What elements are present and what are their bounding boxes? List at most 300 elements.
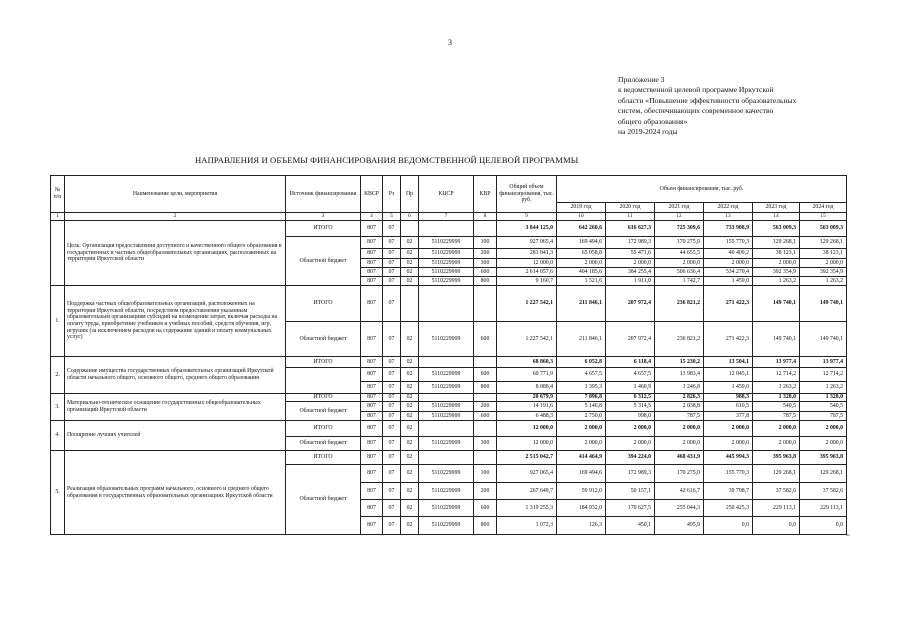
- year-amount-cell: 1 328,0: [753, 394, 800, 402]
- rz-cell: 07: [383, 368, 401, 382]
- pr-cell: 02: [401, 412, 419, 421]
- appendix-line: общего образования»: [618, 116, 688, 126]
- year-amount-cell: 65 058,8: [557, 249, 606, 259]
- total-amount-cell: 927 065,4: [497, 465, 557, 483]
- kvsr-cell: 807: [361, 483, 383, 500]
- kcsr-cell: [419, 357, 474, 368]
- year-amount-cell: 211 846,1: [557, 322, 606, 357]
- year-amount-cell: 395 963,8: [753, 451, 800, 465]
- year-amount-cell: 1 328,0: [800, 394, 847, 402]
- header-by-year: Объем финансирования, тыс. руб.: [557, 176, 847, 203]
- year-amount-cell: 169 494,6: [557, 465, 606, 483]
- total-amount-cell: 281 841,3: [497, 249, 557, 259]
- year-amount-cell: 787,5: [655, 412, 704, 421]
- year-amount-cell: 155 770,3: [704, 237, 753, 249]
- source-cell: Областной бюджет: [286, 465, 361, 535]
- column-number: 3: [286, 213, 361, 221]
- kvsr-cell: 807: [361, 237, 383, 249]
- header-name: Наименование цели, мероприятия: [65, 176, 286, 213]
- kcsr-cell: [419, 421, 474, 437]
- rz-cell: 07: [383, 322, 401, 357]
- year-amount-cell: 4 657,5: [606, 368, 655, 382]
- kvr-cell: 800: [474, 382, 497, 394]
- year-amount-cell: 155 770,3: [704, 465, 753, 483]
- year-amount-cell: 988,3: [704, 394, 753, 402]
- year-amount-cell: 787,5: [753, 412, 800, 421]
- pr-cell: 02: [401, 249, 419, 259]
- measure-name-cell: Содержание имущества государственных образовательных организаций Иркутской области начального общего, основного общего, среднего общего образования: [65, 357, 286, 394]
- kvr-cell: [474, 394, 497, 402]
- year-amount-cell: 1 460,9: [606, 382, 655, 394]
- kvr-cell: [474, 286, 497, 322]
- source-cell: Областной бюджет: [286, 437, 361, 451]
- year-amount-cell: 2 750,0: [557, 412, 606, 421]
- header-num: № п/п: [51, 176, 65, 213]
- year-amount-cell: 392 354,9: [800, 268, 847, 277]
- rz-cell: 07: [383, 421, 401, 437]
- year-amount-cell: 170 275,0: [655, 465, 704, 483]
- rz-cell: 07: [383, 382, 401, 394]
- rz-cell: 07: [383, 394, 401, 402]
- header-year: 2023 год: [753, 203, 800, 213]
- kcsr-cell: 5110229999: [419, 483, 474, 500]
- year-amount-cell: 404 185,6: [557, 268, 606, 277]
- year-amount-cell: 2 000,0: [606, 421, 655, 437]
- kcsr-cell: 5110229999: [419, 249, 474, 259]
- year-amount-cell: 1 246,8: [655, 382, 704, 394]
- kcsr-cell: 5110229999: [419, 382, 474, 394]
- rz-cell: 07: [383, 237, 401, 249]
- column-number: 7: [419, 213, 474, 221]
- header-rz: Рз: [383, 176, 401, 213]
- measure-name-cell: Материально-техническое оснащение государственных общеобразовательных организаций Иркутской области: [65, 394, 286, 421]
- header-source: Источник финансирования: [286, 176, 361, 213]
- year-amount-cell: 540,5: [753, 402, 800, 412]
- kvr-cell: 300: [474, 259, 497, 268]
- measure-total-row: [51, 357, 847, 368]
- year-amount-cell: 211 846,1: [557, 286, 606, 322]
- kcsr-cell: [419, 451, 474, 465]
- kvsr-cell: 807: [361, 437, 383, 451]
- total-amount-cell: 20 679,9: [497, 394, 557, 402]
- year-amount-cell: 563 009,3: [800, 221, 847, 237]
- column-number: 4: [361, 213, 383, 221]
- year-amount-cell: 414 464,9: [557, 451, 606, 465]
- year-amount-cell: 563 009,3: [753, 221, 800, 237]
- kcsr-cell: 5110229999: [419, 517, 474, 535]
- header-kvr: КВР: [474, 176, 497, 213]
- kcsr-cell: 5110229999: [419, 277, 474, 286]
- year-amount-cell: 6 118,4: [606, 357, 655, 368]
- appendix-line: систем, обеспечивающих современное качество: [618, 106, 774, 116]
- column-number-row: [51, 213, 847, 221]
- rz-cell: 07: [383, 286, 401, 322]
- total-amount-cell: 12 000,0: [497, 437, 557, 451]
- year-amount-cell: 12 714,2: [753, 368, 800, 382]
- kcsr-cell: 5110229999: [419, 259, 474, 268]
- pr-cell: 02: [401, 451, 419, 465]
- kvr-cell: 600: [474, 500, 497, 517]
- pr-cell: 02: [401, 421, 419, 437]
- header-year: 2021 год: [655, 203, 704, 213]
- measure-total-row: [51, 421, 847, 437]
- column-number: 13: [704, 213, 753, 221]
- year-amount-cell: 271 422,3: [704, 322, 753, 357]
- measure-total-row: [51, 394, 847, 402]
- pr-cell: 02: [401, 268, 419, 277]
- year-amount-cell: 1 263,2: [753, 382, 800, 394]
- pr-cell: 02: [401, 259, 419, 268]
- year-amount-cell: 149 740,1: [753, 322, 800, 357]
- year-amount-cell: 12 045,1: [704, 368, 753, 382]
- header-kvsr: КВСР: [361, 176, 383, 213]
- column-number: 5: [383, 213, 401, 221]
- total-amount-cell: 68 860,3: [497, 357, 557, 368]
- year-amount-cell: 6 052,8: [557, 357, 606, 368]
- measure-total-row: [51, 451, 847, 465]
- appendix-line: к ведомственной целевой программе Иркутской: [618, 85, 774, 95]
- kvr-cell: 200: [474, 249, 497, 259]
- kvr-cell: 600: [474, 268, 497, 277]
- kcsr-cell: 5110229999: [419, 237, 474, 249]
- appendix-note: [618, 75, 858, 137]
- column-number: 9: [497, 213, 557, 221]
- column-number: 1: [51, 213, 65, 221]
- kvr-cell: [474, 421, 497, 437]
- pr-cell: 02: [401, 277, 419, 286]
- itogo-label: ИТОГО: [286, 421, 361, 437]
- year-amount-cell: 2 000,0: [606, 259, 655, 268]
- pr-cell: 02: [401, 483, 419, 500]
- kcsr-cell: [419, 286, 474, 322]
- year-amount-cell: 255 044,3: [655, 500, 704, 517]
- year-amount-cell: 2 000,0: [800, 421, 847, 437]
- total-amount-cell: 6 488,3: [497, 412, 557, 421]
- year-amount-cell: 271 422,3: [704, 286, 753, 322]
- kcsr-cell: 5110229999: [419, 268, 474, 277]
- year-amount-cell: 15 230,2: [655, 357, 704, 368]
- year-amount-cell: 1 521,6: [557, 277, 606, 286]
- year-amount-cell: 149 740,1: [800, 286, 847, 322]
- kvsr-cell: 807: [361, 277, 383, 286]
- pr-cell: [401, 286, 419, 322]
- year-amount-cell: 229 113,1: [753, 500, 800, 517]
- column-number: 2: [65, 213, 286, 221]
- year-amount-cell: 2 000,0: [753, 421, 800, 437]
- pr-cell: 02: [401, 394, 419, 402]
- year-amount-cell: 642 260,6: [557, 221, 606, 237]
- year-amount-cell: 2 000,0: [557, 259, 606, 268]
- year-amount-cell: 169 494,6: [557, 237, 606, 249]
- kcsr-cell: [419, 221, 474, 237]
- measure-name-cell: Поддержка частных общеобразовательных организаций, расположенных на территории Иркутской области, посредством предоставления указанным образовательным организациям субсидий на возмещение затрат, включая расходы на оплату труда, приобретение учебников и учебных пособий, средств обучения, игр, игрушек (за исключением расходов на содержание зданий и оплату коммунальных услуг): [65, 286, 286, 357]
- year-amount-cell: 55 471,6: [606, 249, 655, 259]
- year-amount-cell: 0,0: [704, 517, 753, 535]
- rz-cell: 07: [383, 412, 401, 421]
- measure-total-row: [51, 286, 847, 322]
- year-amount-cell: 7 896,8: [557, 394, 606, 402]
- year-amount-cell: 13 977,4: [800, 357, 847, 368]
- pr-cell: 02: [401, 402, 419, 412]
- kcsr-cell: 5110229999: [419, 322, 474, 357]
- header-year: 2024 год: [800, 203, 847, 213]
- itogo-label: ИТОГО: [286, 394, 361, 402]
- measure-number-cell: 2.: [51, 357, 65, 394]
- year-amount-cell: 6 312,5: [606, 394, 655, 402]
- year-amount-cell: 2 000,0: [655, 421, 704, 437]
- year-amount-cell: 0,0: [800, 517, 847, 535]
- rz-cell: 07: [383, 221, 401, 237]
- year-amount-cell: 172 989,3: [606, 465, 655, 483]
- year-amount-cell: 40 409,2: [704, 249, 753, 259]
- pr-cell: [401, 221, 419, 237]
- column-number: 6: [401, 213, 419, 221]
- year-amount-cell: 468 431,9: [655, 451, 704, 465]
- column-number: 10: [557, 213, 606, 221]
- year-amount-cell: 394 224,0: [606, 451, 655, 465]
- year-amount-cell: 2 038,8: [655, 402, 704, 412]
- source-cell: Областной бюджет: [286, 322, 361, 357]
- year-amount-cell: 129 268,1: [800, 237, 847, 249]
- year-amount-cell: 1 263,2: [800, 277, 847, 286]
- year-amount-cell: 2 000,0: [557, 437, 606, 451]
- kvsr-cell: 807: [361, 368, 383, 382]
- kcsr-cell: 5110229999: [419, 402, 474, 412]
- itogo-label: ИТОГО: [286, 357, 361, 368]
- pr-cell: 02: [401, 517, 419, 535]
- table-header-row: [51, 176, 847, 203]
- kvr-cell: 200: [474, 402, 497, 412]
- goal-name-cell: Цель: Организация предоставления доступного и качественного общего образования в государственных и частных общеобразовательных организациях, расположенных на территории Иркутской области: [65, 221, 286, 286]
- rz-cell: 07: [383, 268, 401, 277]
- pr-cell: 02: [401, 437, 419, 451]
- year-amount-cell: 13 504,1: [704, 357, 753, 368]
- year-amount-cell: 506 636,4: [655, 268, 704, 277]
- kvsr-cell: 807: [361, 268, 383, 277]
- column-number: 14: [753, 213, 800, 221]
- year-amount-cell: 12 714,2: [800, 368, 847, 382]
- year-amount-cell: 445 994,3: [704, 451, 753, 465]
- source-cell: Областной бюджет: [286, 402, 361, 421]
- header-year: 2022 год: [704, 203, 753, 213]
- year-amount-cell: 2 000,0: [753, 437, 800, 451]
- year-amount-cell: 5 146,8: [557, 402, 606, 412]
- total-amount-cell: 3 844 125,0: [497, 221, 557, 237]
- total-amount-cell: 9 160,7: [497, 277, 557, 286]
- kvr-cell: 600: [474, 368, 497, 382]
- kcsr-cell: 5110229999: [419, 437, 474, 451]
- year-amount-cell: 2 000,0: [704, 421, 753, 437]
- kcsr-cell: 5110229999: [419, 500, 474, 517]
- rz-cell: 07: [383, 259, 401, 268]
- year-amount-cell: 450,1: [606, 517, 655, 535]
- year-amount-cell: 392 354,9: [753, 268, 800, 277]
- year-amount-cell: 2 000,0: [704, 437, 753, 451]
- year-amount-cell: 207 972,4: [606, 322, 655, 357]
- year-amount-cell: 534 270,4: [704, 268, 753, 277]
- year-amount-cell: 395 963,8: [800, 451, 847, 465]
- year-amount-cell: 725 309,6: [655, 221, 704, 237]
- year-amount-cell: 2 000,0: [753, 259, 800, 268]
- year-amount-cell: 207 972,4: [606, 286, 655, 322]
- year-amount-cell: 2 000,0: [655, 259, 704, 268]
- kvsr-cell: 807: [361, 357, 383, 368]
- measure-number-cell: 1.: [51, 286, 65, 357]
- year-amount-cell: 59 912,0: [557, 483, 606, 500]
- kvr-cell: 200: [474, 483, 497, 500]
- measure-number-cell: 5.: [51, 451, 65, 535]
- total-amount-cell: 12 000,0: [497, 421, 557, 437]
- total-amount-cell: 1 319 255,3: [497, 500, 557, 517]
- pr-cell: 02: [401, 500, 419, 517]
- year-amount-cell: 129 268,1: [753, 465, 800, 483]
- kvsr-cell: 807: [361, 451, 383, 465]
- year-amount-cell: 13 983,4: [655, 368, 704, 382]
- year-amount-cell: 998,0: [606, 412, 655, 421]
- pr-cell: 02: [401, 382, 419, 394]
- kvr-cell: 800: [474, 517, 497, 535]
- year-amount-cell: 38 123,1: [753, 249, 800, 259]
- year-amount-cell: 610,5: [704, 402, 753, 412]
- financing-table: [50, 175, 847, 535]
- total-amount-cell: 267 649,7: [497, 483, 557, 500]
- kvsr-cell: 807: [361, 421, 383, 437]
- pr-cell: 02: [401, 322, 419, 357]
- year-amount-cell: 616 627,3: [606, 221, 655, 237]
- pr-cell: 02: [401, 357, 419, 368]
- kvr-cell: 600: [474, 412, 497, 421]
- column-number: 11: [606, 213, 655, 221]
- total-amount-cell: 12 000,0: [497, 259, 557, 268]
- year-amount-cell: 1 459,0: [704, 277, 753, 286]
- appendix-line: области «Повышение эффективности образовательных: [618, 95, 797, 105]
- year-amount-cell: 149 740,1: [800, 322, 847, 357]
- kvsr-cell: 807: [361, 465, 383, 483]
- year-amount-cell: 236 821,2: [655, 322, 704, 357]
- source-cell: [286, 368, 361, 394]
- year-amount-cell: 787,5: [800, 412, 847, 421]
- column-number: 15: [800, 213, 847, 221]
- header-year: 2019 год: [557, 203, 606, 213]
- year-amount-cell: 2 000,0: [800, 437, 847, 451]
- kcsr-cell: 5110229999: [419, 368, 474, 382]
- year-amount-cell: 250 425,3: [704, 500, 753, 517]
- kcsr-cell: 5110229999: [419, 412, 474, 421]
- kvr-cell: 600: [474, 322, 497, 357]
- year-amount-cell: 2 000,0: [557, 421, 606, 437]
- itogo-label: ИТОГО: [286, 221, 361, 237]
- rz-cell: 07: [383, 437, 401, 451]
- total-amount-cell: 2 515 042,7: [497, 451, 557, 465]
- year-amount-cell: 1 263,2: [753, 277, 800, 286]
- year-amount-cell: 1 459,0: [704, 382, 753, 394]
- year-amount-cell: 1 742,7: [655, 277, 704, 286]
- total-amount-cell: 2 614 057,6: [497, 268, 557, 277]
- measure-name-cell: Реализация образовательных программ начального, основного и среднего общего образования в государственных образовательных организациях Иркутской области: [65, 451, 286, 535]
- total-amount-cell: 1 072,3: [497, 517, 557, 535]
- rz-cell: 07: [383, 517, 401, 535]
- kvr-cell: [474, 357, 497, 368]
- year-amount-cell: 2 826,3: [655, 394, 704, 402]
- year-amount-cell: 38 123,1: [800, 249, 847, 259]
- year-amount-cell: 0,0: [753, 517, 800, 535]
- document-title: НАПРАВЛЕНИЯ И ОБЪЕМЫ ФИНАНСИРОВАНИЯ ВЕДОМСТВЕННОЙ ЦЕЛЕВОЙ ПРОГРАММЫ: [195, 155, 579, 165]
- year-amount-cell: 184 932,0: [557, 500, 606, 517]
- year-amount-cell: 170 275,0: [655, 237, 704, 249]
- itogo-label: ИТОГО: [286, 451, 361, 465]
- total-amount-cell: 1 227 542,1: [497, 286, 557, 322]
- year-amount-cell: 236 821,2: [655, 286, 704, 322]
- column-number: 8: [474, 213, 497, 221]
- year-amount-cell: 129 268,1: [753, 237, 800, 249]
- kvsr-cell: 807: [361, 412, 383, 421]
- year-amount-cell: 495,9: [655, 517, 704, 535]
- header-year: 2020 год: [606, 203, 655, 213]
- year-amount-cell: 2 000,0: [655, 437, 704, 451]
- source-cell: Областной бюджет: [286, 237, 361, 286]
- kvr-cell: [474, 221, 497, 237]
- pr-cell: 02: [401, 237, 419, 249]
- rz-cell: 07: [383, 277, 401, 286]
- measure-number-cell: 4.: [51, 421, 65, 451]
- year-amount-cell: 384 255,4: [606, 268, 655, 277]
- kvsr-cell: 807: [361, 402, 383, 412]
- year-amount-cell: 37 582,6: [753, 483, 800, 500]
- year-amount-cell: 50 157,1: [606, 483, 655, 500]
- rz-cell: 07: [383, 451, 401, 465]
- kvsr-cell: 807: [361, 500, 383, 517]
- measure-name-cell: Поощрение лучших учителей: [65, 421, 286, 451]
- year-amount-cell: 733 908,9: [704, 221, 753, 237]
- year-amount-cell: 229 113,1: [800, 500, 847, 517]
- row-num-cell: [51, 221, 65, 286]
- appendix-line: на 2019-2024 годы: [618, 127, 678, 137]
- total-amount-cell: 1 227 542,1: [497, 322, 557, 357]
- year-amount-cell: 44 655,5: [655, 249, 704, 259]
- header-total: Общий объем финансирования, тыс. руб.: [497, 176, 557, 213]
- year-amount-cell: 42 616,7: [655, 483, 704, 500]
- appendix-line: Приложение 3: [618, 75, 665, 84]
- kvr-cell: 100: [474, 237, 497, 249]
- year-amount-cell: 1 911,0: [606, 277, 655, 286]
- year-amount-cell: 170 627,5: [606, 500, 655, 517]
- year-amount-cell: 2 000,0: [606, 437, 655, 451]
- kcsr-cell: [419, 394, 474, 402]
- rz-cell: 07: [383, 500, 401, 517]
- total-amount-cell: 60 771,9: [497, 368, 557, 382]
- kvsr-cell: 807: [361, 517, 383, 535]
- kvsr-cell: 807: [361, 394, 383, 402]
- year-amount-cell: 2 000,0: [704, 259, 753, 268]
- year-amount-cell: 4 657,5: [557, 368, 606, 382]
- itogo-label: ИТОГО: [286, 286, 361, 322]
- year-amount-cell: 149 740,1: [753, 286, 800, 322]
- year-amount-cell: 126,3: [557, 517, 606, 535]
- total-amount-cell: 8 088,4: [497, 382, 557, 394]
- kvsr-cell: 807: [361, 249, 383, 259]
- kvsr-cell: 807: [361, 221, 383, 237]
- year-amount-cell: 1 263,2: [800, 382, 847, 394]
- page-number: 3: [448, 38, 452, 47]
- total-amount-cell: 14 191,6: [497, 402, 557, 412]
- rz-cell: 07: [383, 357, 401, 368]
- year-amount-cell: 37 582,6: [800, 483, 847, 500]
- goal-total-row: [51, 221, 847, 237]
- measure-number-cell: 3.: [51, 394, 65, 421]
- rz-cell: 07: [383, 483, 401, 500]
- rz-cell: 07: [383, 249, 401, 259]
- kvsr-cell: 807: [361, 259, 383, 268]
